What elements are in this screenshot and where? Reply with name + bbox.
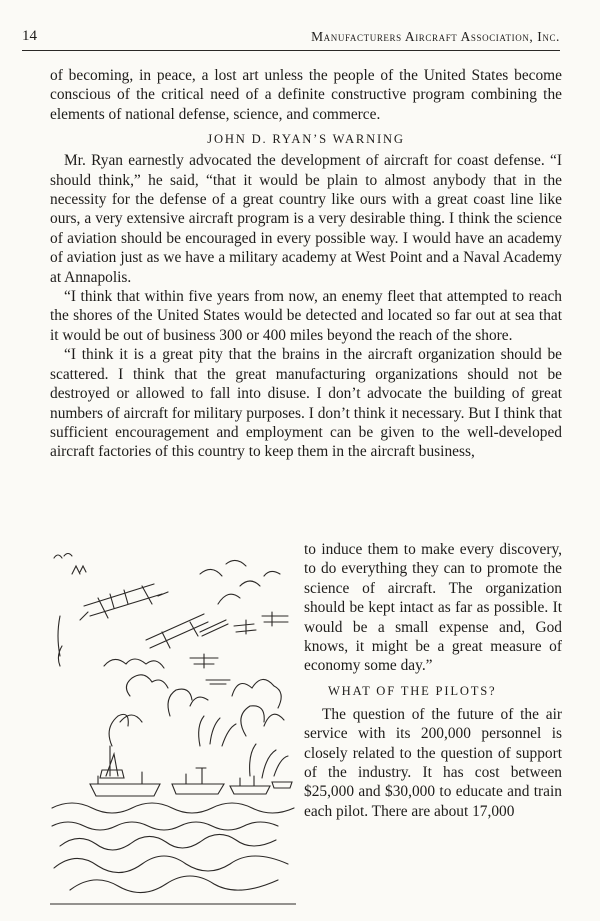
paragraph-continuation: of becoming, in peace, a lost art unless the people of the United States become conscious of the critical need of a definite constructive program combining the elements of national defense, science, and commerce.: [50, 67, 562, 123]
paragraph-pilots: The question of the future of the air service with its 200,000 personnel is closely related to the question of support of the industry. It has cost between $25,000 and $30,000 to educate and train each pilot. There are about 17,000: [304, 705, 562, 820]
running-title: Manufacturers Aircraft Association, Inc.: [311, 29, 560, 44]
page-number: 14: [22, 28, 37, 44]
running-header: [22, 28, 560, 51]
right-column-text: [304, 540, 562, 821]
paragraph-ryan-3: “I think it is a great pity that the brains in the aircraft organization should be scattered. I think that the great manufacturing organizations should not be destroyed or allowed to fall into disuse. I don’t advocate the building of great numbers of aircraft for military purposes. I don’t think it necessary. But I think that sufficient encouragement and employment can be given to the well-developed aircraft factories of this country to keep them in the aircraft business,: [50, 346, 562, 461]
paragraph-ryan-3-continued: to induce them to make every discovery, to do everything they can to promote the science of aircraft. The organization should be kept intact as far as possible. It would be a small expense and, God knows, it might be a great measure of economy some day.”: [304, 541, 562, 675]
paragraph-ryan-2: “I think that within five years from now, an enemy fleet that attempted to reach the shores of the United States would be detected and located so far out at sea that it would be out of business 300 or 400 miles beyond the reach of the shore.: [50, 288, 562, 344]
illustration-airplanes-over-battleships-icon: [50, 546, 296, 906]
section-heading-ryan: JOHN D. RYAN’S WARNING: [207, 132, 405, 147]
section-heading-pilots: WHAT OF THE PILOTS?: [328, 683, 497, 698]
lower-section: [50, 540, 562, 910]
paragraph-ryan-1: Mr. Ryan earnestly advocated the development of aircraft for coast defense. “I should think,” he said, “that it would be plain to almost anybody that in the necessity for the defense of a great country like ours with a great coast line like ours, a very extensive aircraft program is a very desirable thing. I think the science of aviation should be encouraged in every possible way. I would have an academy of aviation just as we have a military academy at West Point and a Naval Academy at Annapolis.: [50, 152, 562, 286]
main-text-block: [50, 66, 562, 462]
